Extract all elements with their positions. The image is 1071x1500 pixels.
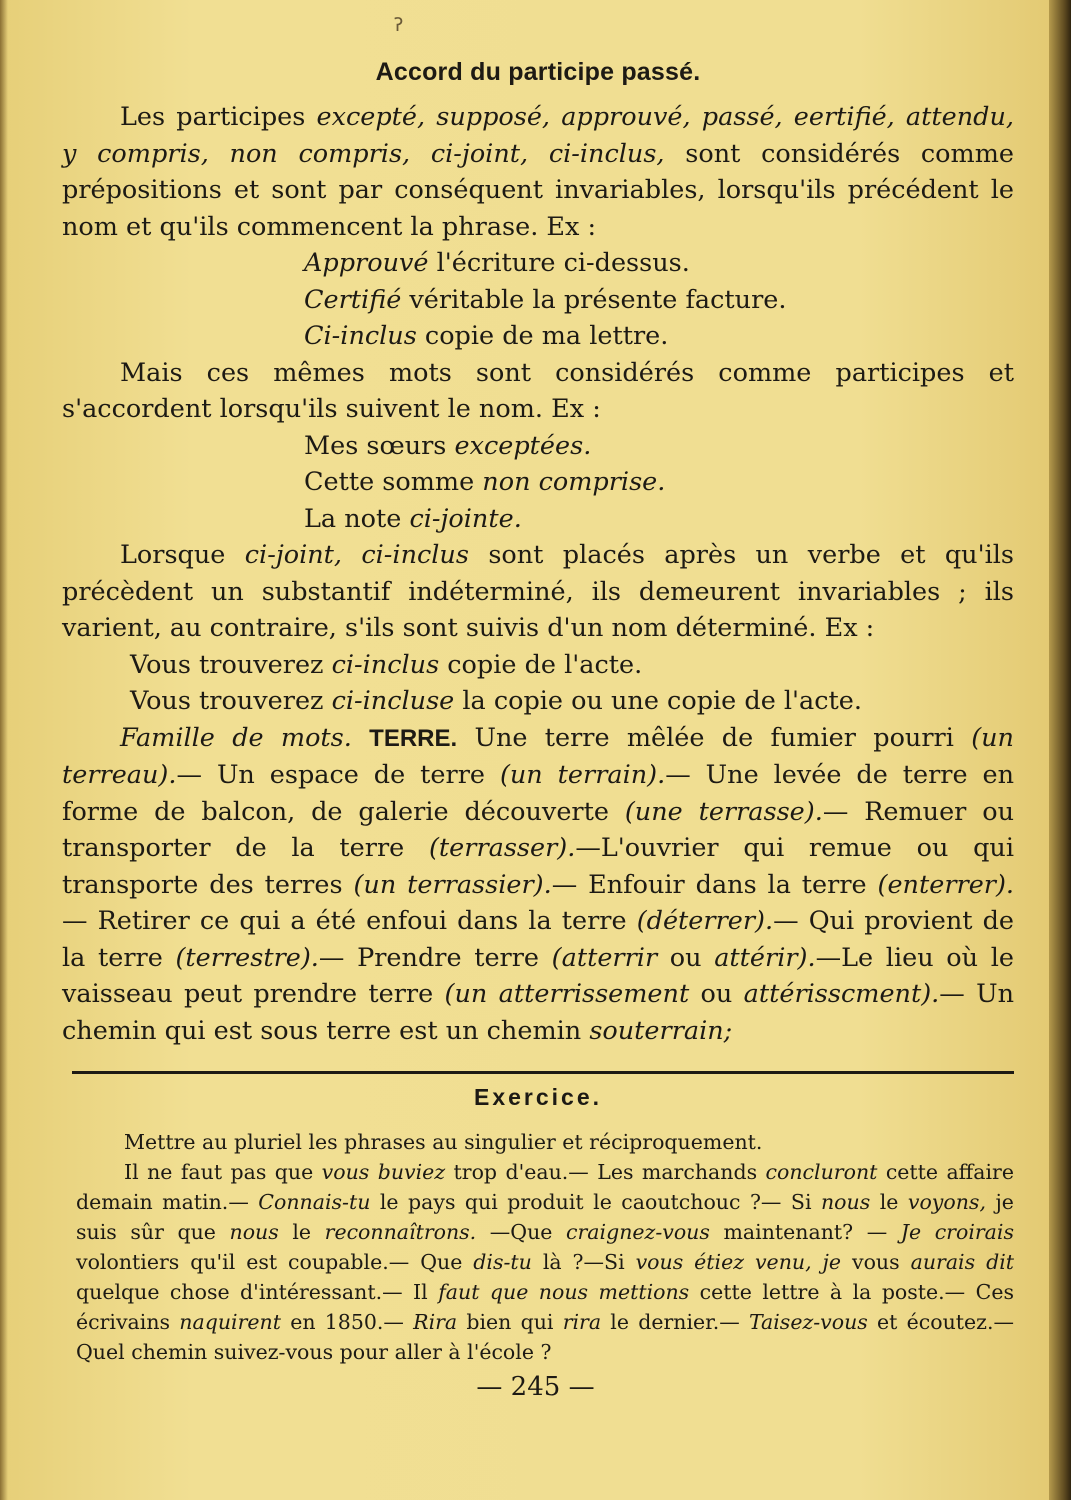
example-5: Cette somme non comprise. [304,467,666,497]
page-binding-edge [1049,0,1071,1500]
section-title: Accord du participe passé. [375,58,701,86]
exercise-sentences: Il ne faut pas que vous buviez trop d'eau.— Les marchands concluront cette affaire demain matin.— Connais-tu le pays qui produit le caoutchouc ?— Si nous le voyons, je suis sûr que nous le reconnaîtrons. —Que craignez-vous maintenant? — Je croirais volontiers qu'il est coupable.— Que dis-tu là ?—Si vous étiez venu, je vous aurais dit quelque chose d'intéressant.— Il faut que nous mettions cette lettre à la poste.— Ces écrivains naquirent en 1850.— Rira bien qui rira le dernier.— Taisez-vous et écoutez.—Quel chemin suivez-vous pour aller à l'école ? [76,1160,1014,1364]
exercise-instruction: Mettre au pluriel les phrases au singulier et réciproquement. [124,1130,763,1154]
paragraph-word-family: Famille de mots. TERRE. Une terre mêlée de fumier pourri (un terreau).— Un espace de terre (un terrain).— Une levée de terre en forme de balcon, de galerie découverte (une terrasse).— Remuer ou transporter de la terre (terrasser).—L'ouvrier qui remue ou qui transporte des terres (un terrassier).— Enfouir dans la terre (enterrer).— Retirer ce qui a été enfoui dans la terre (déterrer).— Qui provient de la terre (terrestre).— Prendre terre (atterrir ou attérir).—Le lieu où le vaisseau peut prendre terre (un atterrissement ou attérisscment).— Un chemin qui est sous terre est un chemin souterrain; [62,722,1015,1046]
paragraph-ci-joint: Lorsque ci-joint, ci-inclus sont placés après un verbe et qu'ils précèdent un substantif indéterminé, ils demeurent invariables ; ils varient, au contraire, s'ils sont suivis d'un nom déterminé. Ex : [62,540,1015,643]
paragraph-participles-agree: Mais ces mêmes mots sont considérés comme participes et s'accordent lorsqu'ils suivent le nom. Ex : [62,357,1014,424]
page-content [62,58,1014,1367]
pencil-mark: ॽ [393,12,404,37]
page-number: — 245 — [476,1372,595,1402]
example-4: Mes sœurs exceptées. [304,430,592,461]
example-3: Ci-inclus copie de ma lettre. [304,321,669,351]
example-1: Approuvé l'écriture ci-dessus. [304,248,690,278]
section-divider [72,1071,1014,1074]
example-8: Vous trouverez ci-incluse la copie ou une copie de l'acte. [130,686,862,716]
example-7: Vous trouverez ci-inclus copie de l'acte. [130,649,643,680]
paragraph-participles-invariable: Les participes excepté, supposé, approuvé, passé, eertifié, attendu, y compris, non compris, ci-joint, ci-inclus, sont considérés comme prépositions et sont par conséquent invariables, lorsqu'ils précédent le nom et qu'ils commencent la phrase. Ex : [62,102,1014,242]
exercise-title: Exercice. [473,1084,603,1110]
example-6: La note ci-jointe. [304,503,522,534]
page-shadow-left [0,0,8,1500]
example-2: Certifié véritable la présente facture. [304,284,787,315]
